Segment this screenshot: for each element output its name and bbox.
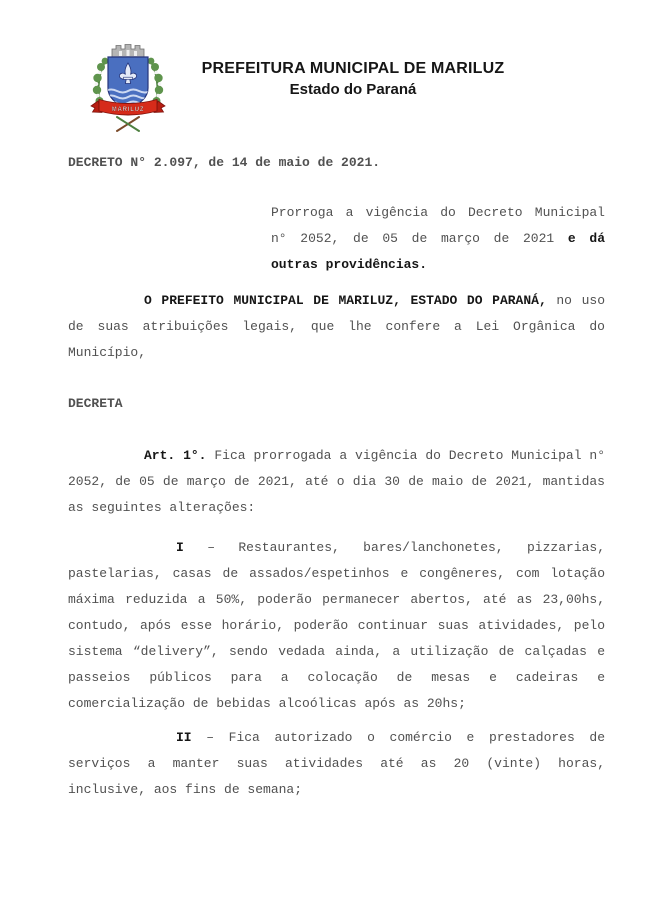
decree-number-line: DECRETO N° 2.097, de 14 de maio de 2021.: [68, 155, 381, 170]
summary-bold-text: e dá outras providências.: [271, 231, 606, 272]
header-titles: [56, 58, 650, 100]
preamble-bold-text: O PREFEITO MUNICIPAL DE MARILUZ, ESTADO DO PARANÁ,: [144, 293, 547, 308]
decree-summary-paragraph: [271, 200, 605, 278]
item-II-text: – Fica autorizado o comércio e prestadores de serviços a manter suas atividades até as 20 (vinte) horas, inclusive, aos fins de semana;: [68, 730, 605, 797]
item-II-paragraph: [68, 725, 605, 803]
summary-text: Prorroga a vigência do Decreto Municipal n° 2052, de 05 de março de 2021: [271, 205, 605, 246]
article-1-label: Art. 1°.: [144, 448, 207, 463]
decree-body: [68, 150, 605, 803]
item-I-label: I: [176, 540, 184, 555]
item-I-text: – Restaurantes, bares/lanchonetes, pizzarias, pastelarias, casas de assados/espetinhos e congêneres, com lotação máxima reduzida a 50%, poderão permanecer abertos, até as 23,00hs, contudo, após esse horário, poderão continuar suas atividades, pelo sistema “delivery”, sendo vedada ainda, a utilização de calçadas e passeios públicos para a colocação de mesas e cadeiras e comercialização de bebidas alcoólicas após as 20hs;: [68, 540, 605, 711]
preamble-paragraph: [68, 288, 605, 366]
ribbon-banner-text: MARILUZ: [111, 107, 145, 113]
document-header: [0, 0, 650, 150]
preamble-text: no uso de suas atribuições legais, que lhe confere a Lei Orgânica do Município,: [68, 293, 605, 360]
decreta-heading: DECRETA: [68, 396, 123, 411]
item-II-label: II: [176, 730, 192, 745]
org-title: PREFEITURA MUNICIPAL DE MARILUZ: [201, 60, 505, 77]
article-1-paragraph: [68, 443, 605, 521]
item-I-paragraph: [68, 535, 605, 717]
article-1-text: Fica prorrogada a vigência do Decreto Municipal n° 2052, de 05 de março de 2021, até o dia 30 de maio de 2021, mantidas as seguintes alterações:: [68, 448, 605, 515]
crossed-twigs-shape: [117, 117, 139, 131]
org-subtitle: Estado do Paraná: [289, 81, 417, 98]
